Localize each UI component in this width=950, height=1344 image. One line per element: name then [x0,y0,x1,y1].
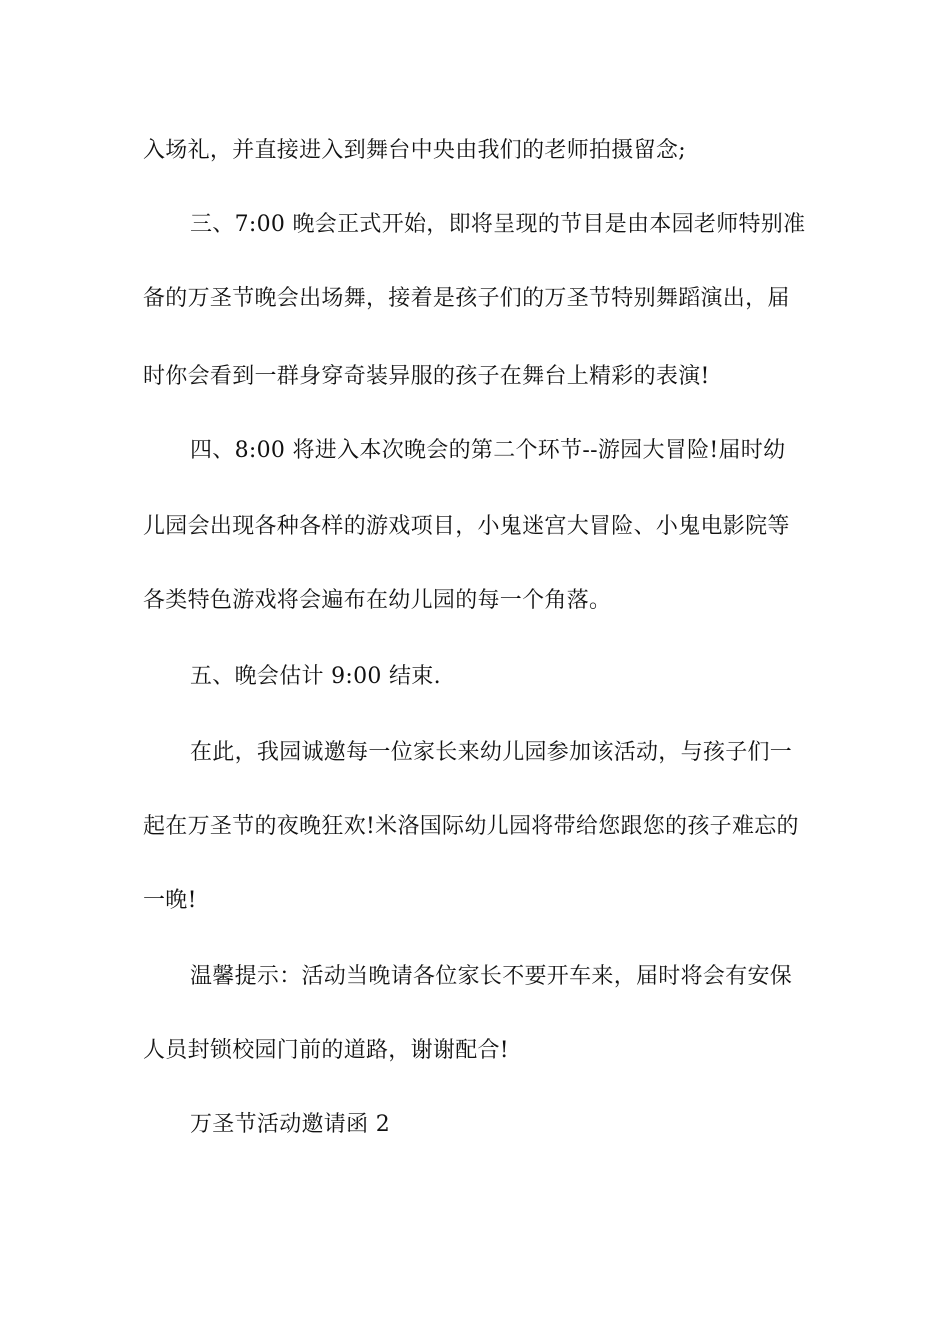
text-line: 温馨提示：活动当晚请各位家长不要开车来，届时将会有安保 [190,964,793,989]
text-line: 人员封锁校园门前的道路，谢谢配合! [143,1038,509,1063]
text-line: 备的万圣节晚会出场舞，接着是孩子们的万圣节特别舞蹈演出，届 [143,286,790,311]
text-line: 起在万圣节的夜晚狂欢!米洛国际幼儿园将带给您跟您的孩子难忘的 [143,814,799,839]
text-line: 一晚! [143,888,197,913]
text-line: 入场礼，并直接进入到舞台中央由我们的老师拍摄留念; [143,138,686,163]
text-line: 四、8:00 将进入本次晚会的第二个环节--游园大冒险!届时幼 [190,438,786,463]
text-line: 在此，我园诚邀每一位家长来幼儿园参加该活动，与孩子们一 [190,740,793,765]
text-line: 儿园会出现各种各样的游戏项目，小鬼迷宫大冒险、小鬼电影院等 [143,514,790,539]
text-line: 各类特色游戏将会遍布在幼儿园的每一个角落。 [143,588,612,613]
text-line: 五、晚会估计 9:00 结束. [190,664,441,689]
text-line: 三、7:00 晚会正式开始，即将呈现的节目是由本园老师特别准 [190,212,806,237]
section-heading: 万圣节活动邀请函 2 [190,1112,390,1137]
text-line: 时你会看到一群身穿奇装异服的孩子在舞台上精彩的表演! [143,364,710,389]
